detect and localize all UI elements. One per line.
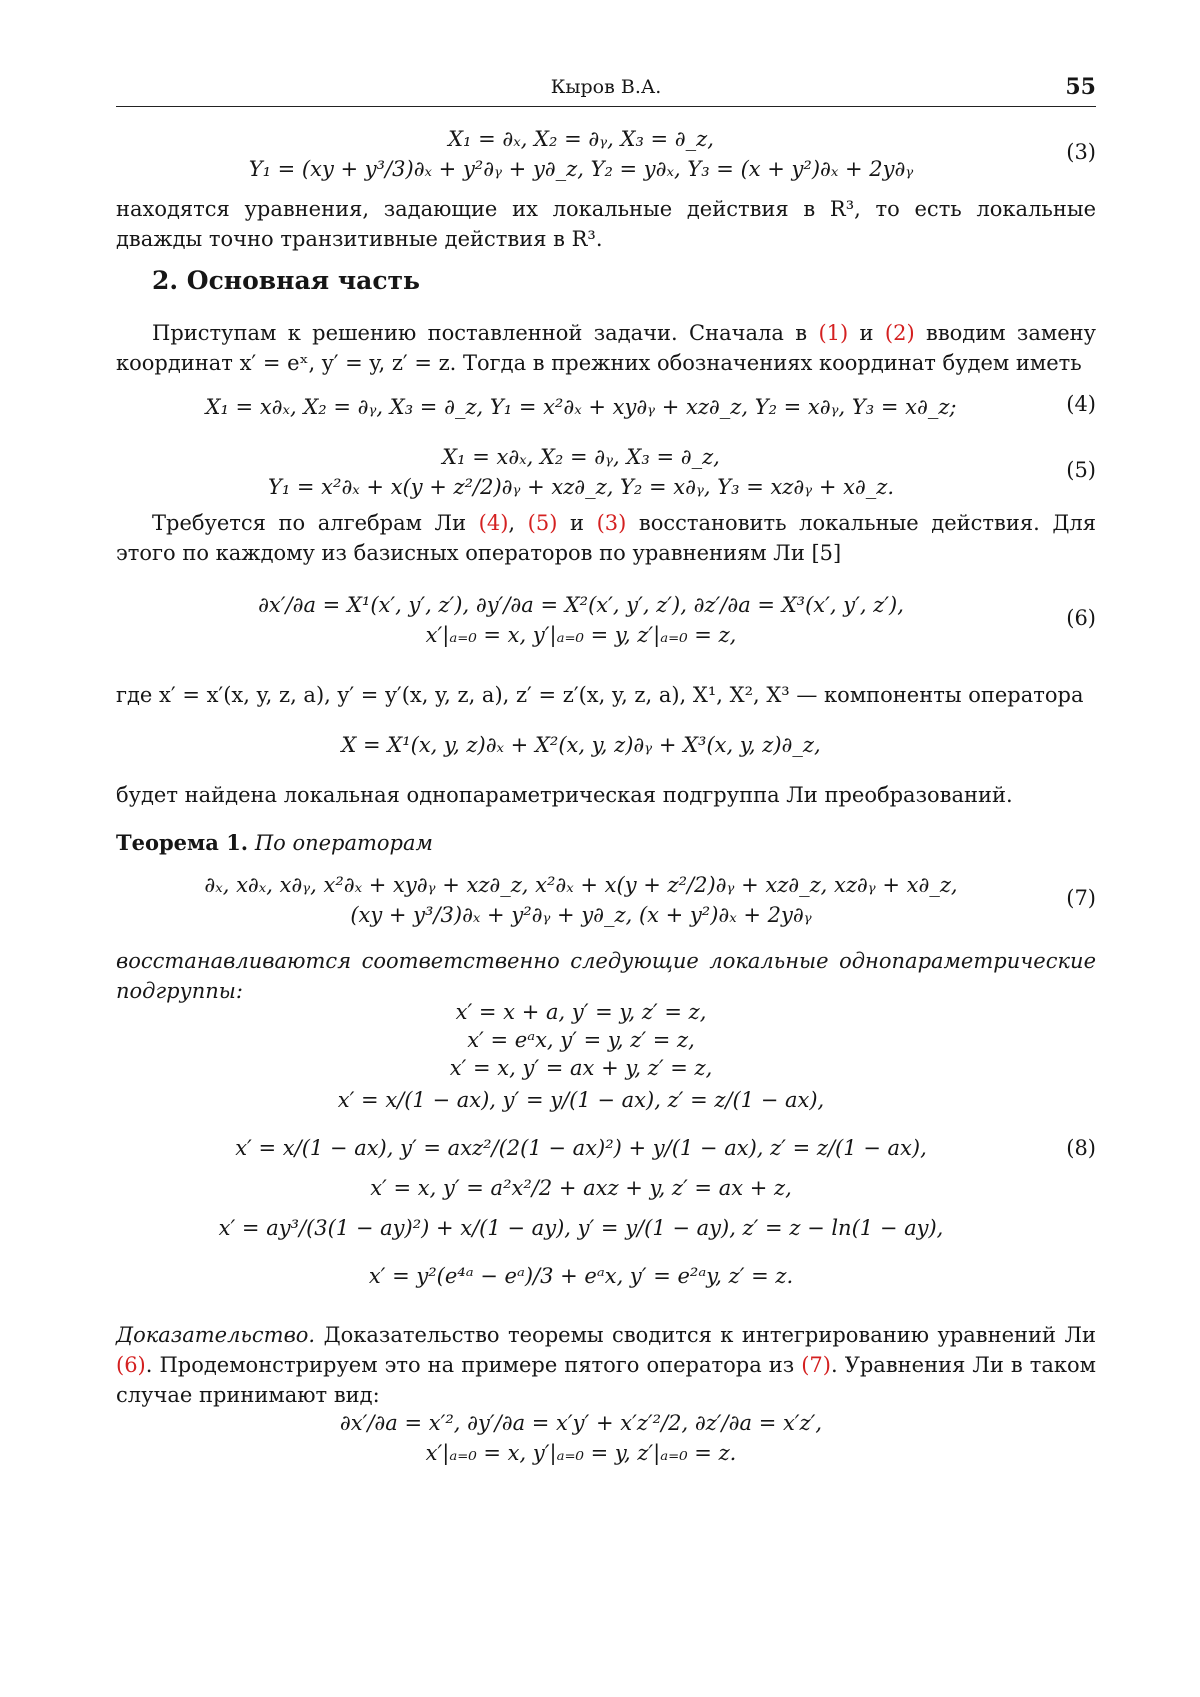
paragraph-3-sep-2: и	[557, 511, 597, 535]
equation-operator-x-line-1: X = X¹(x, y, z)∂ₓ + X²(x, y, z)∂ᵧ + X³(x, y, z)∂_z,	[341, 733, 821, 757]
equation-8-number: (8)	[1066, 1136, 1096, 1160]
equation-8-row-1: x′ = x + a, y′ = y, z′ = z,	[455, 1000, 707, 1024]
theorem-1-text: По операторам	[254, 831, 433, 855]
equation-8-row-5: x′ = x/(1 − ax), y′ = axz²/(2(1 − ax)²) + y/(1 − ax), z′ = z/(1 − ax),	[235, 1136, 927, 1160]
paragraph-2	[116, 318, 1096, 378]
ref-eq-1[interactable]: (1)	[818, 321, 849, 345]
equation-7-number: (7)	[1066, 886, 1096, 910]
paragraph-5: будет найдена локальная однопараметрическая подгруппа Ли преобразований.	[116, 783, 1013, 807]
equation-8-row-7: x′ = ay³/(3(1 − ay)²) + x/(1 − ay), y′ = y/(1 − ay), z′ = z − ln(1 − ay),	[218, 1216, 944, 1240]
paragraph-4: где x′ = x′(x, y, z, a), y′ = y′(x, y, z, a), z′ = z′(x, y, z, a), X¹, X², X³ — компоненты оператора	[116, 683, 1084, 707]
equation-8-row-3: x′ = x, y′ = ax + y, z′ = z,	[449, 1056, 713, 1080]
equation-8-row-6: x′ = x, y′ = a²x²/2 + axz + y, z′ = ax + z,	[370, 1176, 792, 1200]
ref-eq-6[interactable]: (6)	[116, 1353, 146, 1377]
ref-eq-4[interactable]: (4)	[478, 511, 509, 535]
page-number: 55	[1065, 74, 1096, 100]
paragraph-3-text-a: Требуется по алгебрам Ли	[152, 511, 479, 535]
paragraph-2-text-a: Приступам к решению поставленной задачи. Сначала в	[152, 321, 819, 345]
running-header	[116, 76, 1096, 107]
ref-eq-7[interactable]: (7)	[801, 1353, 831, 1377]
paragraph-2-text-b: и	[848, 321, 885, 345]
equation-6-line-2: x′|ₐ₌₀ = x, y′|ₐ₌₀ = y, z′|ₐ₌₀ = z,	[425, 623, 737, 647]
equation-7-line-1: ∂ₓ, x∂ₓ, x∂ᵧ, x²∂ₓ + xy∂ᵧ + xz∂_z, x²∂ₓ + x(y + z²/2)∂ᵧ + xz∂_z, xz∂ᵧ + x∂_z,	[204, 873, 958, 897]
equation-4-number: (4)	[1066, 392, 1096, 416]
equation-5-line-1: X₁ = x∂ₓ, X₂ = ∂ᵧ, X₃ = ∂_z,	[442, 445, 720, 469]
equation-8-row-2: x′ = eᵃx, y′ = y, z′ = z,	[467, 1028, 695, 1052]
equation-lie-system-line-2: x′|ₐ₌₀ = x, y′|ₐ₌₀ = y, z′|ₐ₌₀ = z.	[425, 1441, 737, 1465]
proof-label: Доказательство.	[116, 1323, 316, 1347]
ref-eq-5[interactable]: (5)	[527, 511, 558, 535]
proof-text-c: . Уравнения Ли в таком случае принимают вид:	[116, 1353, 1096, 1407]
paragraph-2-text-c: вводим замену координат x′ = eˣ, y′ = y, z′ = z. Тогда в прежних обозначениях координат будем иметь	[116, 321, 1096, 375]
equation-lie-system-line-1: ∂x′/∂a = x′², ∂y′/∂a = x′y′ + x′z′²/2, ∂z′/∂a = x′z′,	[339, 1411, 823, 1435]
proof-text-b: . Продемонстрируем это на примере пятого оператора из	[145, 1353, 802, 1377]
equation-7-line-2: (xy + y³/3)∂ₓ + y²∂ᵧ + y∂_z, (x + y²)∂ₓ + 2y∂ᵧ	[350, 903, 812, 927]
header-author: Кыров В.А.	[550, 76, 662, 98]
equation-6-line-1: ∂x′/∂a = X¹(x′, y′, z′), ∂y′/∂a = X²(x′, y′, z′), ∂z′/∂a = X³(x′, y′, z′),	[258, 593, 904, 617]
equation-8-row-4: x′ = x/(1 − ax), y′ = y/(1 − ax), z′ = z/(1 − ax),	[337, 1088, 825, 1112]
equation-8-row-8: x′ = y²(e⁴ᵃ − eᵃ)/3 + eᵃx, y′ = e²ᵃy, z′ = z.	[368, 1264, 794, 1288]
proof-paragraph	[116, 1320, 1096, 1410]
equation-8	[116, 1000, 1096, 1300]
paragraph-3	[116, 508, 1096, 568]
equation-4-line-1: X₁ = x∂ₓ, X₂ = ∂ᵧ, X₃ = ∂_z, Y₁ = x²∂ₓ + xy∂ᵧ + xz∂_z, Y₂ = x∂ᵧ, Y₃ = x∂_z;	[205, 395, 957, 419]
proof-text-a: Доказательство теоремы сводится к интегрированию уравнений Ли	[315, 1323, 1096, 1347]
ref-eq-2[interactable]: (2)	[884, 321, 915, 345]
paragraph-1: находятся уравнения, задающие их локальные действия в R³, то есть локальные дважды точно транзитивные действия в R³.	[116, 197, 1096, 251]
equation-5-line-2: Y₁ = x²∂ₓ + x(y + z²/2)∂ᵧ + xz∂_z, Y₂ = x∂ᵧ, Y₃ = xz∂ᵧ + x∂_z.	[267, 475, 895, 499]
equation-3-line-2: Y₁ = (xy + y³/3)∂ₓ + y²∂ᵧ + y∂_z, Y₂ = y∂ₓ, Y₃ = (x + y²)∂ₓ + 2y∂ᵧ	[248, 157, 914, 181]
theorem-1-continuation: восстанавливаются соответственно следующие локальные однопараметрические подгруппы:	[116, 949, 1096, 1003]
equation-6-number: (6)	[1066, 606, 1096, 630]
section-title: 2. Основная часть	[152, 266, 420, 295]
equation-5-number: (5)	[1066, 458, 1096, 482]
equation-3-line-1: X₁ = ∂ₓ, X₂ = ∂ᵧ, X₃ = ∂_z,	[448, 127, 714, 151]
equation-3-number: (3)	[1066, 140, 1096, 164]
ref-eq-3[interactable]: (3)	[596, 511, 627, 535]
theorem-1-label: Теорема 1.	[116, 830, 249, 855]
theorem-1	[116, 828, 1096, 858]
paragraph-3-text-b: восстановить локальные действия. Для этого по каждому из базисных операторов по уравнениям Ли [5]	[116, 511, 1096, 565]
paragraph-3-sep-1: ,	[508, 511, 528, 535]
